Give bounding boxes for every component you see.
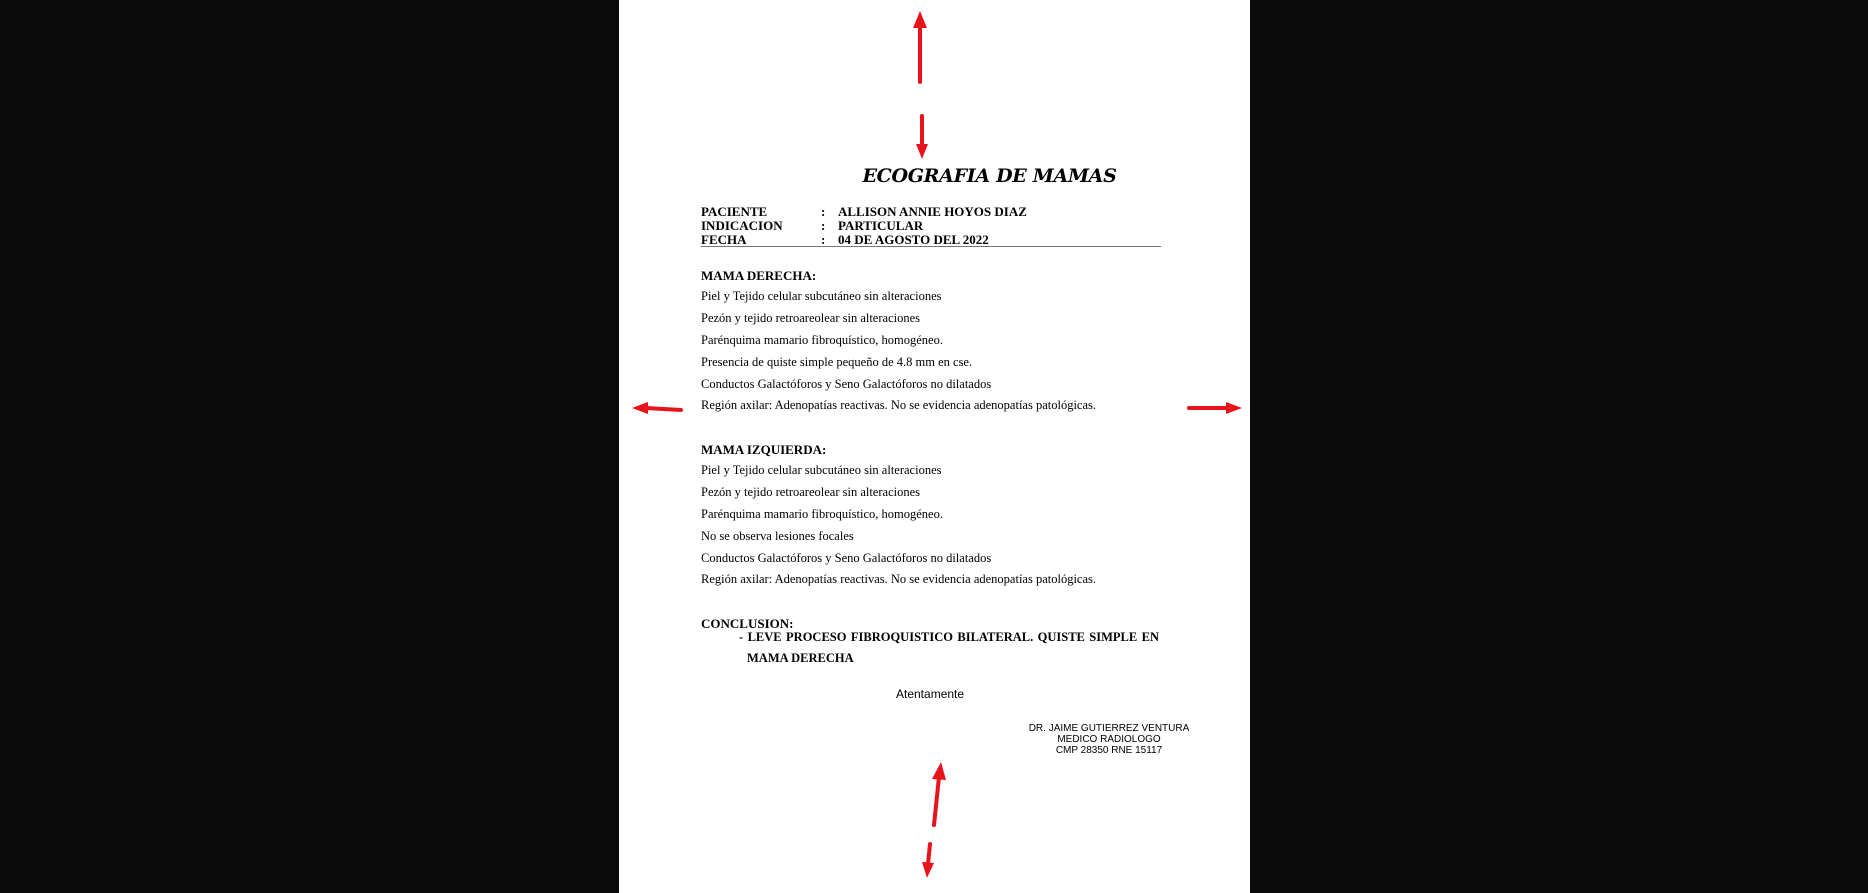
header-divider (701, 246, 1161, 247)
finding-line: Piel y Tejido celular subcutáneo sin alteraciones (701, 463, 942, 477)
conclusion-heading: CONCLUSION: (701, 616, 794, 631)
finding-line: Parénquima mamario fibroquístico, homogéneo. (701, 507, 943, 521)
finding-line: Piel y Tejido celular subcutáneo sin alteraciones (701, 289, 942, 303)
header-value: ALLISON ANNIE HOYOS DIAZ (838, 204, 1027, 219)
signature-ids: CMP 28350 RNE 15117 (1055, 745, 1163, 756)
finding-line: Región axilar: Adenopatías reactivas. No se evidencia adenopatías patológicas. (701, 572, 1097, 586)
header-colon: : (821, 204, 826, 219)
right-breast-heading: MAMA DERECHA: (701, 268, 817, 283)
header-value: 04 DE AGOSTO DEL 2022 (838, 232, 989, 247)
conclusion-line: MAMA DERECHA (747, 651, 854, 665)
document-title: ECOGRAFIA DE MAMAS (862, 165, 1117, 187)
finding-line: No se observa lesiones focales (701, 529, 854, 543)
finding-line: Parénquima mamario fibroquístico, homogéneo. (701, 333, 943, 347)
finding-line: Presencia de quiste simple pequeño de 4.8 mm en cse. (701, 355, 973, 369)
signature-role: MEDICO RADIOLOGO (1057, 734, 1161, 745)
finding-line: Región axilar: Adenopatías reactivas. No se evidencia adenopatías patológicas. (701, 398, 1097, 412)
header-label: FECHA (701, 232, 747, 247)
conclusion-line: - LEVE PROCESO FIBROQUISTICO BILATERAL. QUISTE SIMPLE EN (739, 630, 1159, 644)
finding-line: Conductos Galactóforos y Seno Galactóforos no dilatados (701, 377, 992, 391)
closing-text: Atentamente (896, 687, 965, 701)
header-label: PACIENTE (701, 204, 768, 219)
header-label: INDICACION (701, 218, 783, 233)
finding-line: Pezón y tejido retroareolear sin alteraciones (701, 485, 921, 499)
document-page (619, 0, 1250, 893)
finding-line: Pezón y tejido retroareolear sin alteraciones (701, 311, 921, 325)
header-colon: : (821, 218, 826, 233)
header-value: PARTICULAR (838, 218, 924, 233)
header-colon: : (821, 232, 826, 247)
finding-line: Conductos Galactóforos y Seno Galactóforos no dilatados (701, 551, 992, 565)
left-breast-heading: MAMA IZQUIERDA: (701, 442, 827, 457)
signature-name: DR. JAIME GUTIERREZ VENTURA (1028, 723, 1190, 734)
